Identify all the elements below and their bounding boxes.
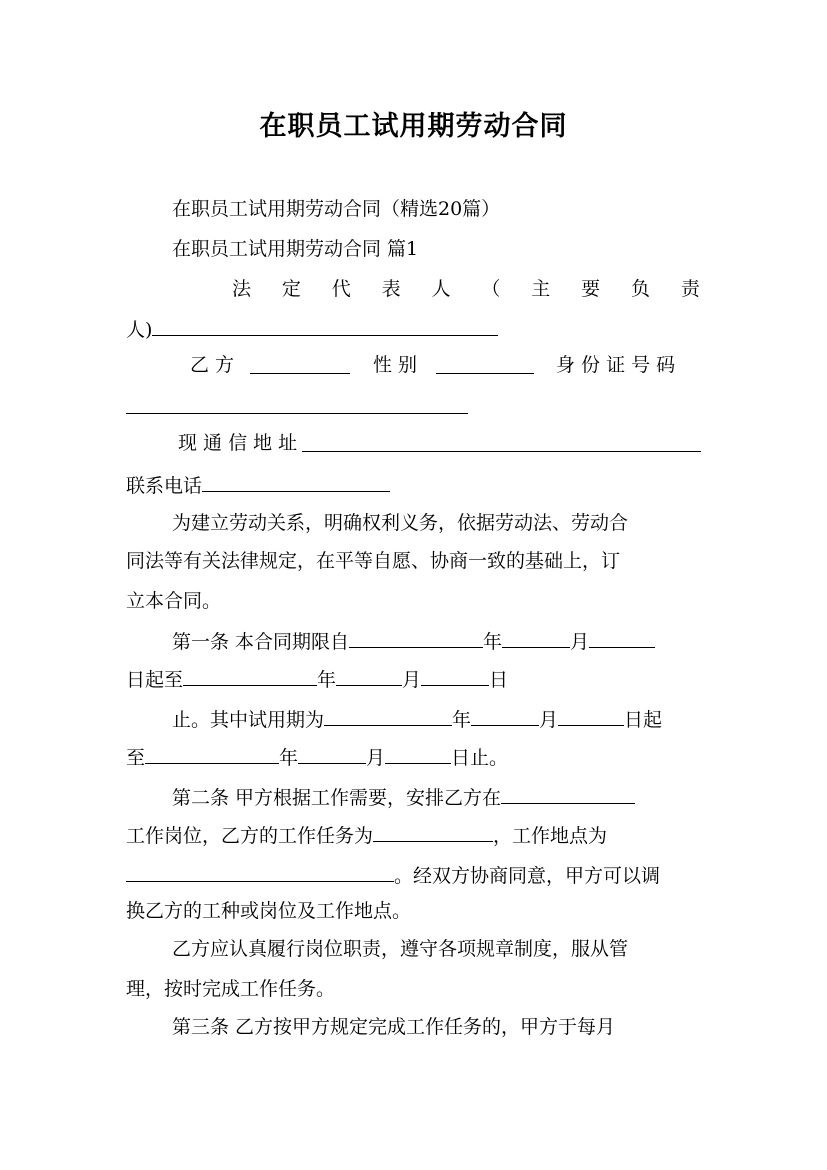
article-2-line-2 xyxy=(126,824,607,846)
legal-rep-char: 定 xyxy=(281,278,301,300)
legal-rep-char: （ xyxy=(481,278,501,300)
legal-rep-blank[interactable] xyxy=(152,318,498,336)
from-until-label: 日起至 xyxy=(126,669,184,691)
address-blank[interactable] xyxy=(302,434,701,452)
job-task-blank[interactable] xyxy=(373,824,493,842)
end-label: 日止。 xyxy=(451,747,509,769)
end-year-blank[interactable] xyxy=(183,668,317,686)
probation-end-month-blank[interactable] xyxy=(298,746,366,764)
chapter-line: 在职员工试用期劳动合同 篇1 xyxy=(172,238,419,260)
article-2-heading: 第二条 甲方根据工作需要，安排乙方在 xyxy=(172,787,502,809)
legal-rep-tail-line xyxy=(126,318,498,340)
start-month-blank[interactable] xyxy=(502,630,570,648)
from-label: 日起 xyxy=(624,709,663,731)
work-location-blank[interactable] xyxy=(126,864,394,882)
month-label: 月 xyxy=(570,631,590,653)
address-label: 现 通 信 地 址 xyxy=(178,432,298,454)
subtitle-line: 在职员工试用期劳动合同（精选20篇） xyxy=(172,198,501,220)
article-2-line-3 xyxy=(126,864,660,886)
month-label: 月 xyxy=(402,669,422,691)
legal-rep-tail: 人) xyxy=(126,319,153,341)
until-label: 至 xyxy=(126,747,146,769)
start-year-blank[interactable] xyxy=(349,630,483,648)
legal-rep-char: 代 xyxy=(331,278,351,300)
duty-paragraph-line: 乙方应认真履行岗位职责，遵守各项规章制度，服从管 xyxy=(172,938,629,960)
legal-rep-char: 表 xyxy=(381,278,401,300)
legal-rep-char: 人 xyxy=(431,278,451,300)
legal-rep-line xyxy=(232,280,700,299)
year-label: 年 xyxy=(452,709,472,731)
probation-end-day-blank[interactable] xyxy=(385,746,451,764)
article-3-line-1: 第三条 乙方按甲方规定完成工作任务的，甲方于每月 xyxy=(172,1016,616,1038)
year-label: 年 xyxy=(317,669,337,691)
intro-paragraph-line: 立本合同。 xyxy=(126,590,222,612)
article-1-line-1 xyxy=(172,630,655,652)
legal-rep-char: 主 xyxy=(531,278,551,300)
article-2-text: 。经双方协商同意，甲方可以调 xyxy=(394,865,661,887)
id-number-blank[interactable] xyxy=(126,396,468,414)
work-location-label: ，工作地点为 xyxy=(493,825,608,847)
probation-end-year-blank[interactable] xyxy=(145,746,279,764)
phone-label: 联系电话 xyxy=(126,475,203,497)
month-label: 月 xyxy=(539,709,559,731)
end-day-blank[interactable] xyxy=(421,668,489,686)
id-number-label: 身 份 证 号 码 xyxy=(556,354,676,376)
intro-paragraph-line: 为建立劳动关系，明确权利义务，依据劳动法、劳动合 xyxy=(172,512,629,534)
party-b-blank[interactable] xyxy=(250,356,350,374)
year-label: 年 xyxy=(279,747,299,769)
start-day-blank[interactable] xyxy=(589,630,655,648)
article-1-heading: 第一条 本合同期限自 xyxy=(172,631,350,653)
day-label: 日 xyxy=(489,669,509,691)
gender-blank[interactable] xyxy=(436,356,534,374)
duty-paragraph-line: 理，按时完成工作任务。 xyxy=(126,978,336,1000)
job-task-label: 工作岗位，乙方的工作任务为 xyxy=(126,825,374,847)
intro-paragraph-line: 同法等有关法律规定，在平等自愿、协商一致的基础上，订 xyxy=(126,550,621,572)
legal-rep-char: 要 xyxy=(581,278,601,300)
month-label: 月 xyxy=(366,747,386,769)
gender-label: 性 别 xyxy=(373,354,418,376)
party-b-label: 乙 方 xyxy=(190,354,235,376)
article-1-line-3 xyxy=(172,708,662,730)
phone-line xyxy=(126,474,390,496)
probation-start-year-blank[interactable] xyxy=(324,708,452,726)
article-2-line-4: 换乙方的工种或岗位及工作地点。 xyxy=(126,900,412,922)
probation-start-month-blank[interactable] xyxy=(471,708,539,726)
article-2-line-1 xyxy=(172,786,635,808)
legal-rep-char: 法 xyxy=(232,278,252,300)
year-label: 年 xyxy=(483,631,503,653)
legal-rep-char: 负 xyxy=(631,278,651,300)
phone-blank[interactable] xyxy=(202,474,390,492)
article-1-line-4 xyxy=(126,746,508,768)
position-blank[interactable] xyxy=(501,786,635,804)
probation-label: 止。其中试用期为 xyxy=(172,709,325,731)
document-title: 在职员工试用期劳动合同 xyxy=(259,111,568,142)
legal-rep-char: 责 xyxy=(680,278,700,300)
probation-start-day-blank[interactable] xyxy=(558,708,624,726)
end-month-blank[interactable] xyxy=(336,668,402,686)
article-1-line-2 xyxy=(126,668,508,690)
